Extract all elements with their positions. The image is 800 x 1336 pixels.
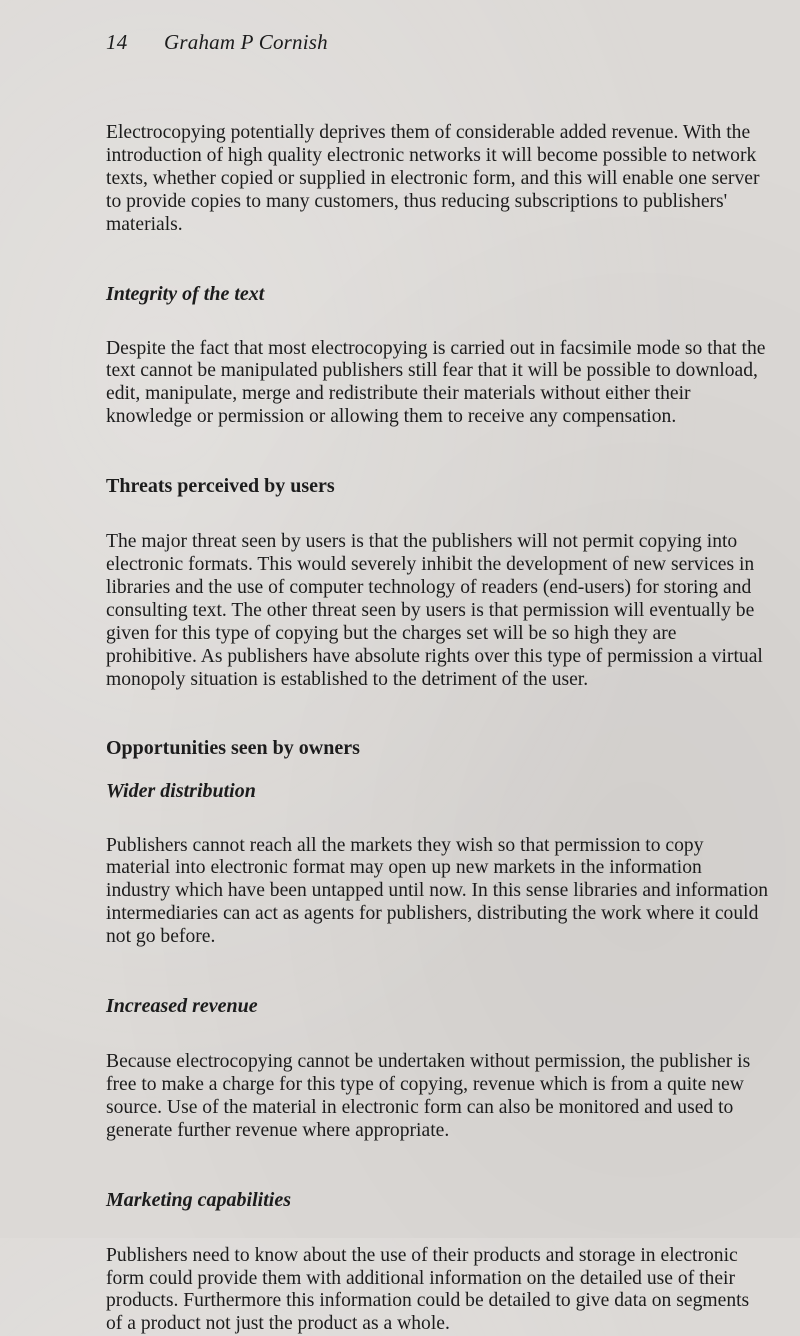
body-content xyxy=(106,122,770,1336)
heading-integrity-of-text: Integrity of the text xyxy=(106,282,265,305)
heading-increased-revenue: Increased revenue xyxy=(106,995,258,1018)
running-header xyxy=(106,30,328,55)
paragraph-marketing: Publishers need to know about the use of their products and storage in electronic form could provide them with additional information on the detailed use of their products. Furthermore this information could be detailed to give data on segments of a product not just the product as a whole. xyxy=(106,1244,750,1335)
paragraph-threats: The major threat seen by users is that the publishers will not permit copying into electronic formats. This would severely inhibit the development of new services in libraries and the use of computer technology of readers (end-users) for storing and consulting text. The other threat seen by users is that permission will eventually be given for this type of copying but the charges set will be so high they are prohibitive. As publishers have absolute rights over this type of permission a virtual monopoly situation is established to the detriment of the user. xyxy=(106,531,763,690)
author-name: Graham P Cornish xyxy=(164,30,328,54)
page-number: 14 xyxy=(106,30,128,54)
heading-threats-perceived: Threats perceived by users xyxy=(106,475,335,498)
paragraph-increased-revenue: Because electrocopying cannot be undertaken without permission, the publisher is free to make a charge for this type of copying, revenue which is from a quite new source. Use of the material in electronic form can also be monitored and used to generate further revenue where appropriate. xyxy=(106,1051,751,1141)
paragraph-wider-distribution: Publishers cannot reach all the markets they wish so that permission to copy material into electronic format may open up new markets in the information industry which have been untapped until now. In this sense libraries and information intermediaries can act as agents for publishers, distributing the work where it could not go before. xyxy=(106,834,769,948)
heading-marketing-capabilities: Marketing capabilities xyxy=(106,1188,291,1211)
heading-wider-distribution: Wider distribution xyxy=(106,779,256,802)
paragraph-integrity: Despite the fact that most electrocopying is carried out in facsimile mode so that the text cannot be manipulated publishers still fear that it will be possible to download, edit, manipulate, merge and redistribute their materials without either their knowledge or permission or allowing them to receive any compensation. xyxy=(106,337,766,428)
heading-opportunities: Opportunities seen by owners xyxy=(106,736,360,759)
paragraph-electrocopying-revenue: Electrocopying potentially deprives them of considerable added revenue. With the introduction of high quality electronic networks it will become possible to network texts, whether copied or supplied in electronic form, and this will enable one server to provide copies to many customers, thus reducing subscriptions to publishers' materials. xyxy=(106,122,760,235)
